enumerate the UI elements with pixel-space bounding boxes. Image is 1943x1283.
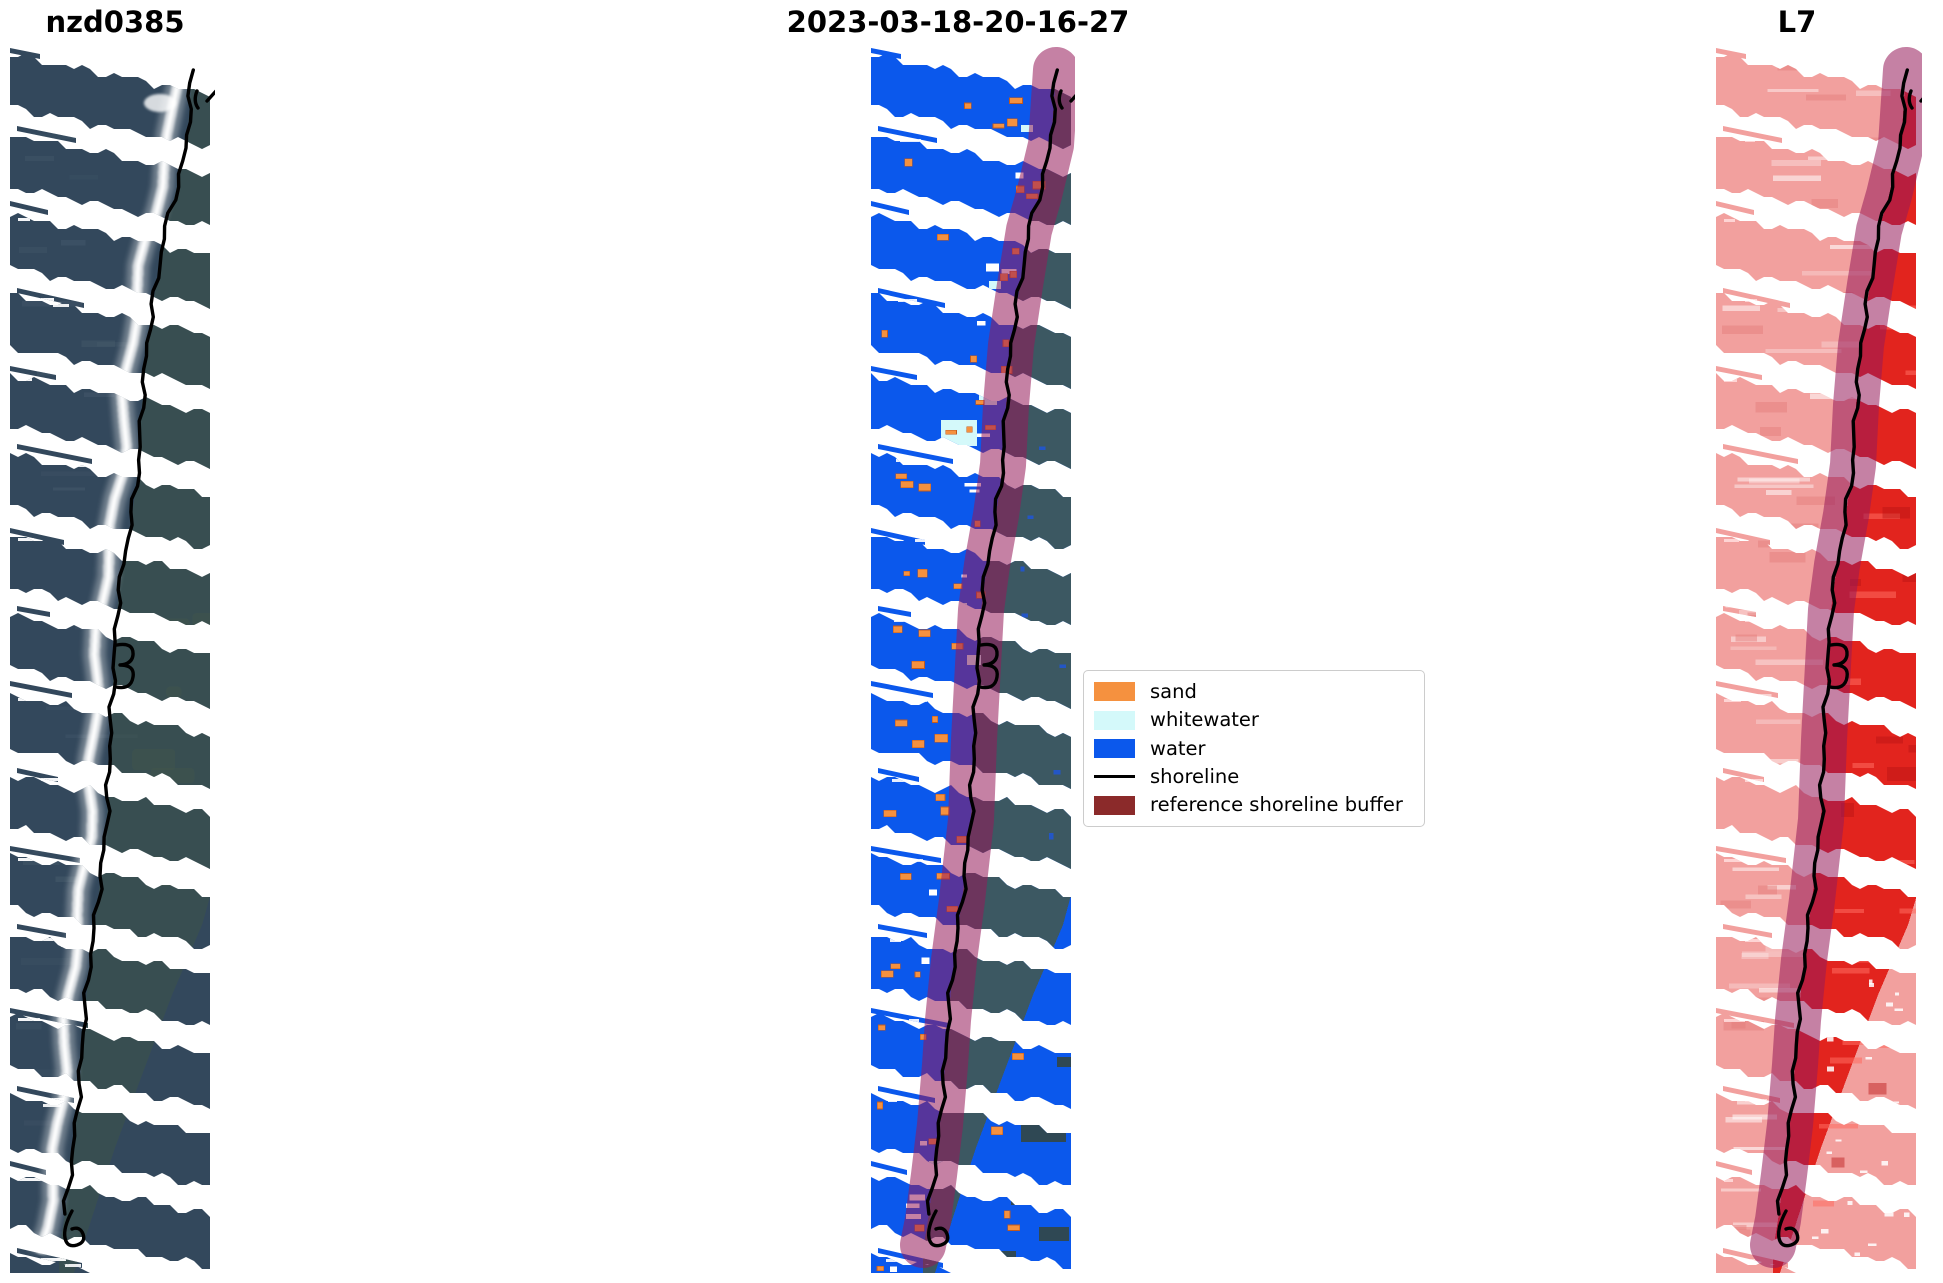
legend-item-shoreline bbox=[1094, 763, 1414, 790]
swir-land-mottle bbox=[1869, 1083, 1887, 1094]
water-legend-swatch bbox=[1094, 739, 1135, 758]
sea-texture bbox=[32, 521, 62, 528]
sand-patch bbox=[882, 330, 888, 337]
land-patch bbox=[151, 768, 195, 783]
sand-patch bbox=[971, 356, 977, 362]
panel-image-nzd0385 bbox=[10, 45, 215, 1273]
swir-water-mottle bbox=[1722, 326, 1763, 334]
swir-water-mottle bbox=[1806, 94, 1846, 100]
cloud-dash bbox=[43, 1104, 61, 1107]
cloud-dash bbox=[41, 458, 56, 461]
lake-speckle bbox=[1022, 613, 1028, 617]
sand-patch bbox=[912, 740, 924, 747]
swir-cloud-streak bbox=[1725, 1117, 1762, 1123]
cloud-dash bbox=[41, 298, 54, 301]
swir-dash bbox=[1724, 539, 1739, 542]
swir-speckle bbox=[1848, 1201, 1853, 1205]
cloud-dash bbox=[909, 1019, 919, 1022]
swir-land-streak bbox=[1872, 1045, 1922, 1049]
legend-item-whitewater bbox=[1094, 707, 1414, 734]
land-patch bbox=[143, 618, 190, 635]
sand-patch bbox=[877, 1102, 882, 1109]
swir-water-mottle bbox=[1732, 998, 1757, 1004]
cloud-blob bbox=[144, 94, 176, 112]
swir-dash bbox=[1724, 699, 1741, 702]
sand-patch bbox=[976, 400, 984, 404]
sea-texture bbox=[53, 487, 85, 490]
shoreline-mark-top bbox=[207, 91, 215, 101]
swir-dash bbox=[1745, 1099, 1767, 1102]
sand-legend-swatch bbox=[1094, 682, 1135, 701]
panel-title-date: 2023-03-18-20-16-27 bbox=[786, 5, 1130, 39]
sand-patch bbox=[912, 661, 925, 668]
cloud-hole bbox=[986, 264, 999, 272]
swir-land-streak bbox=[1819, 1124, 1858, 1129]
swir-cloud-streak bbox=[1771, 160, 1820, 166]
legend-label-water: water bbox=[1150, 736, 1206, 760]
lake-speckle bbox=[1039, 446, 1045, 450]
cloud-dash bbox=[919, 219, 939, 222]
swir-cloud-streak bbox=[1766, 490, 1792, 495]
sand-patch bbox=[900, 874, 911, 880]
swir-speckle bbox=[1821, 1229, 1828, 1233]
sand-patch bbox=[937, 234, 948, 240]
swir-cloud-streak bbox=[1741, 953, 1768, 959]
dry-land-blob bbox=[1021, 1120, 1066, 1142]
swir-water-mottle bbox=[1720, 901, 1751, 909]
cloud-dash bbox=[18, 218, 30, 221]
cloud-dash bbox=[898, 299, 917, 302]
swir-speckle bbox=[1812, 1236, 1819, 1239]
cloud-dash bbox=[894, 619, 909, 622]
swir-speckle bbox=[1856, 1187, 1864, 1191]
sand-patch bbox=[893, 626, 902, 633]
swir-cloud-streak bbox=[1725, 603, 1752, 608]
swir-water-mottle bbox=[1735, 634, 1757, 641]
swir-land-streak bbox=[1842, 1040, 1864, 1045]
swir-cloud-streak bbox=[1777, 308, 1842, 312]
cloud-dash bbox=[18, 698, 36, 701]
swir-water-mottle bbox=[1760, 427, 1781, 436]
sea-texture bbox=[21, 958, 72, 965]
swir-speckle bbox=[1874, 1181, 1879, 1184]
swir-dash bbox=[1724, 219, 1735, 222]
legend-item-sand bbox=[1094, 678, 1414, 705]
sea-texture bbox=[37, 372, 107, 376]
cloud-dash bbox=[18, 378, 32, 381]
sand-patch bbox=[891, 964, 901, 969]
swir-cloud-streak bbox=[1745, 895, 1781, 900]
swir-speckle bbox=[1827, 1037, 1833, 1042]
swir-speckle bbox=[1885, 1212, 1894, 1217]
cloud-dash bbox=[900, 139, 921, 142]
cloud-dash bbox=[41, 778, 60, 781]
swir-land-mottle bbox=[1876, 736, 1903, 743]
swir-land-mottle bbox=[1887, 767, 1919, 781]
cloud-dash bbox=[41, 618, 58, 621]
cloud-dash bbox=[913, 699, 927, 702]
swir-land-mottle bbox=[1883, 507, 1911, 518]
cloud-dash bbox=[75, 464, 89, 467]
land-patch bbox=[192, 613, 215, 631]
swir-cloud-streak bbox=[1739, 694, 1771, 700]
swir-land-streak bbox=[1888, 860, 1915, 864]
swir-land-streak bbox=[1903, 482, 1922, 487]
swir-cloud-streak bbox=[1731, 646, 1777, 650]
swir-water-mottle bbox=[1758, 540, 1797, 547]
swir-speckle bbox=[1868, 1243, 1877, 1245]
swir-cloud-streak bbox=[1732, 867, 1779, 871]
cloud-dash bbox=[890, 939, 901, 942]
cloud-dash bbox=[892, 779, 905, 782]
sea-texture bbox=[61, 240, 85, 246]
swir-land-mottle bbox=[1902, 572, 1919, 582]
swir-cloud-streak bbox=[1735, 485, 1814, 488]
sand-patch bbox=[1008, 1225, 1020, 1231]
sea-texture bbox=[84, 392, 114, 397]
lake-speckle bbox=[1062, 794, 1069, 799]
swir-land-streak bbox=[1900, 908, 1919, 913]
swir-land-mottle bbox=[1832, 1157, 1845, 1167]
swir-water-mottle bbox=[1838, 137, 1881, 146]
sea-texture bbox=[61, 532, 89, 536]
sand-patch bbox=[896, 474, 907, 479]
legend-label-sand: sand bbox=[1150, 680, 1197, 704]
swir-cloud-streak bbox=[1721, 1189, 1761, 1192]
cloud-dash bbox=[41, 938, 62, 941]
panel-title-nzd0385: nzd0385 bbox=[45, 5, 185, 39]
lake-speckle bbox=[1060, 665, 1066, 668]
swir-dash bbox=[1724, 379, 1737, 382]
cloud-dash bbox=[65, 1264, 81, 1267]
sea-texture bbox=[70, 175, 98, 179]
swir-cloud-streak bbox=[1737, 1100, 1758, 1105]
cloud-dash bbox=[79, 784, 89, 787]
swir-cloud-streak bbox=[1808, 156, 1884, 160]
sand-patch bbox=[935, 734, 948, 742]
swir-land-streak bbox=[1835, 909, 1864, 913]
sand-patch bbox=[993, 124, 1004, 128]
cloud-hole bbox=[929, 890, 937, 896]
sand-patch bbox=[877, 1266, 884, 1270]
cloud-dash bbox=[888, 1099, 897, 1102]
panel-image-classified bbox=[871, 45, 1075, 1273]
swir-land-mottle bbox=[1884, 882, 1905, 889]
swir-dash bbox=[1745, 1259, 1755, 1262]
swir-speckle bbox=[1894, 1008, 1903, 1011]
swir-water-mottle bbox=[1756, 402, 1787, 412]
sand-patch bbox=[941, 807, 949, 815]
swir-land-streak bbox=[1905, 371, 1919, 375]
swir-speckle bbox=[1818, 1193, 1825, 1196]
sand-patch bbox=[964, 103, 971, 109]
land-patch bbox=[166, 687, 181, 698]
cloud-hole bbox=[922, 958, 930, 964]
legend-label-shoreline: shoreline bbox=[1150, 765, 1240, 789]
swir-cloud-streak bbox=[1733, 1082, 1756, 1085]
swir-dash bbox=[1724, 1179, 1733, 1182]
sand-patch bbox=[884, 810, 896, 816]
swir-speckle bbox=[1865, 1057, 1872, 1059]
swir-speckle bbox=[1855, 1252, 1860, 1256]
panel-image-l7 bbox=[1716, 45, 1922, 1273]
swir-land-streak bbox=[1832, 968, 1869, 974]
swir-speckle bbox=[1881, 1161, 1888, 1165]
swir-dash bbox=[1745, 619, 1761, 622]
cloud-dash bbox=[911, 859, 923, 862]
swir-land-streak bbox=[1830, 1057, 1862, 1063]
sea-texture bbox=[46, 706, 77, 710]
swir-cloud-streak bbox=[1768, 89, 1819, 92]
swir-water-mottle bbox=[1811, 199, 1837, 208]
cloud-dash bbox=[18, 1178, 42, 1181]
cloud-dash bbox=[896, 459, 913, 462]
sand-patch bbox=[1004, 1211, 1010, 1218]
lake-speckle bbox=[1027, 515, 1033, 518]
swir-speckle bbox=[1827, 1067, 1834, 1072]
swir-dash bbox=[1724, 859, 1743, 862]
cloud-dash bbox=[18, 538, 34, 541]
swir-speckle bbox=[1836, 1140, 1842, 1142]
swir-speckle bbox=[1829, 1092, 1834, 1094]
dry-land-blob bbox=[1039, 1227, 1069, 1241]
sea-texture bbox=[41, 472, 96, 476]
sand-patch bbox=[967, 427, 972, 432]
dry-land-blob bbox=[991, 1251, 1016, 1263]
swir-dash bbox=[1745, 299, 1757, 302]
sea-texture bbox=[32, 133, 79, 139]
cloud-dash bbox=[61, 944, 69, 947]
land-patch bbox=[103, 1176, 139, 1185]
cloud-dash bbox=[57, 624, 69, 627]
sand-patch bbox=[895, 720, 907, 726]
swir-speckle bbox=[1869, 983, 1874, 987]
swir-land-streak bbox=[1869, 630, 1887, 637]
swir-cloud-streak bbox=[1722, 306, 1760, 311]
swir-cloud-streak bbox=[1738, 478, 1810, 482]
shoreline-legend-line-icon bbox=[1094, 775, 1135, 778]
cloud-dash bbox=[917, 379, 935, 382]
swir-dash bbox=[1745, 779, 1763, 782]
swir-land-mottle bbox=[1904, 323, 1922, 330]
sand-patch bbox=[904, 571, 910, 576]
sand-patch bbox=[946, 430, 957, 434]
cloud-dash bbox=[886, 1259, 907, 1262]
cloud-dash bbox=[41, 138, 52, 141]
swir-cloud-streak bbox=[1756, 719, 1800, 724]
swir-water-mottle bbox=[1747, 613, 1771, 619]
swir-speckle bbox=[1886, 1002, 1893, 1006]
swir-water-mottle bbox=[1770, 552, 1806, 562]
sand-patch bbox=[919, 630, 931, 637]
swir-land-streak bbox=[1813, 1201, 1834, 1207]
cloud-dash bbox=[915, 539, 931, 542]
sand-patch bbox=[932, 716, 937, 722]
cloud-dash bbox=[41, 1258, 66, 1261]
cloud-dash bbox=[18, 858, 38, 861]
cloud-dash bbox=[18, 1018, 40, 1021]
swir-speckle bbox=[1893, 1102, 1899, 1104]
legend-label-whitewater: whitewater bbox=[1150, 708, 1259, 732]
swir-land-streak bbox=[1850, 591, 1897, 597]
land-patch bbox=[132, 749, 175, 770]
lake-speckle bbox=[1054, 770, 1061, 775]
sand-patch bbox=[1012, 1053, 1023, 1060]
swir-water-mottle bbox=[1729, 1225, 1746, 1230]
cloud-dash bbox=[71, 144, 89, 147]
swir-cloud-streak bbox=[1739, 610, 1780, 615]
sand-patch bbox=[905, 159, 913, 167]
sand-patch bbox=[919, 484, 931, 491]
swir-land-streak bbox=[1901, 305, 1922, 311]
swir-water-mottle bbox=[1721, 1230, 1751, 1240]
sea-texture bbox=[25, 156, 54, 161]
swir-land-streak bbox=[1878, 1034, 1891, 1038]
sand-patch bbox=[918, 569, 928, 577]
swir-speckle bbox=[1904, 1213, 1909, 1217]
swir-cloud-streak bbox=[1765, 349, 1841, 353]
sand-patch bbox=[936, 794, 945, 800]
sea-texture bbox=[19, 247, 47, 253]
whitewater-legend-swatch bbox=[1094, 711, 1135, 730]
sand-patch bbox=[881, 971, 893, 978]
swir-water-mottle bbox=[1731, 1021, 1745, 1028]
sea-texture bbox=[22, 301, 82, 306]
land-patch bbox=[147, 874, 187, 886]
swir-speckle bbox=[1841, 1013, 1846, 1016]
swir-speckle bbox=[1831, 1188, 1836, 1192]
legend bbox=[1083, 670, 1425, 827]
lake-speckle bbox=[1020, 566, 1024, 571]
sea-texture bbox=[16, 1023, 41, 1029]
legend-item-water bbox=[1094, 735, 1414, 762]
swir-dash bbox=[1724, 1019, 1745, 1022]
swir-dash bbox=[1745, 939, 1765, 942]
swir-land-streak bbox=[1856, 957, 1884, 962]
swir-dash bbox=[1745, 139, 1755, 142]
swir-water-mottle bbox=[1777, 60, 1816, 70]
land-patch bbox=[128, 856, 161, 873]
swir-water-mottle bbox=[1779, 523, 1818, 530]
swir-land-streak bbox=[1852, 763, 1873, 768]
swir-speckle bbox=[1826, 1151, 1832, 1154]
cloud-hole bbox=[977, 321, 985, 326]
sand-patch bbox=[878, 1025, 885, 1030]
dry-land-blob bbox=[1057, 1057, 1075, 1067]
sand-patch bbox=[1010, 98, 1023, 104]
cloud-dash bbox=[53, 304, 69, 307]
swir-speckle bbox=[1895, 992, 1899, 995]
swir-cloud-streak bbox=[1719, 278, 1740, 281]
panel-title-l7: L7 bbox=[1777, 5, 1817, 39]
land-patch bbox=[140, 940, 167, 953]
sea-texture bbox=[33, 850, 84, 854]
legend-label-reference-buffer: reference shoreline buffer bbox=[1150, 793, 1403, 817]
sand-patch bbox=[915, 972, 920, 978]
lake-speckle bbox=[1052, 633, 1059, 639]
swir-cloud-streak bbox=[1728, 759, 1799, 763]
legend-item-reference-buffer bbox=[1094, 792, 1414, 819]
sand-patch bbox=[1007, 119, 1017, 126]
swir-land-mottle bbox=[1909, 745, 1922, 753]
cloud-hole bbox=[890, 1267, 897, 1272]
swir-land-streak bbox=[1875, 1103, 1899, 1108]
swir-dash bbox=[1745, 459, 1759, 462]
reference-buffer-legend-swatch bbox=[1094, 796, 1135, 815]
swir-cloud-streak bbox=[1773, 176, 1821, 181]
cloud-dash bbox=[41, 1098, 64, 1101]
swir-speckle bbox=[1860, 1171, 1867, 1173]
sand-patch bbox=[991, 1127, 1003, 1135]
swir-water-mottle bbox=[1729, 997, 1772, 1002]
dry-land-blob bbox=[1011, 1195, 1031, 1205]
sand-patch bbox=[901, 481, 914, 488]
swir-water-mottle bbox=[1758, 886, 1777, 895]
lake-speckle bbox=[1049, 833, 1054, 839]
